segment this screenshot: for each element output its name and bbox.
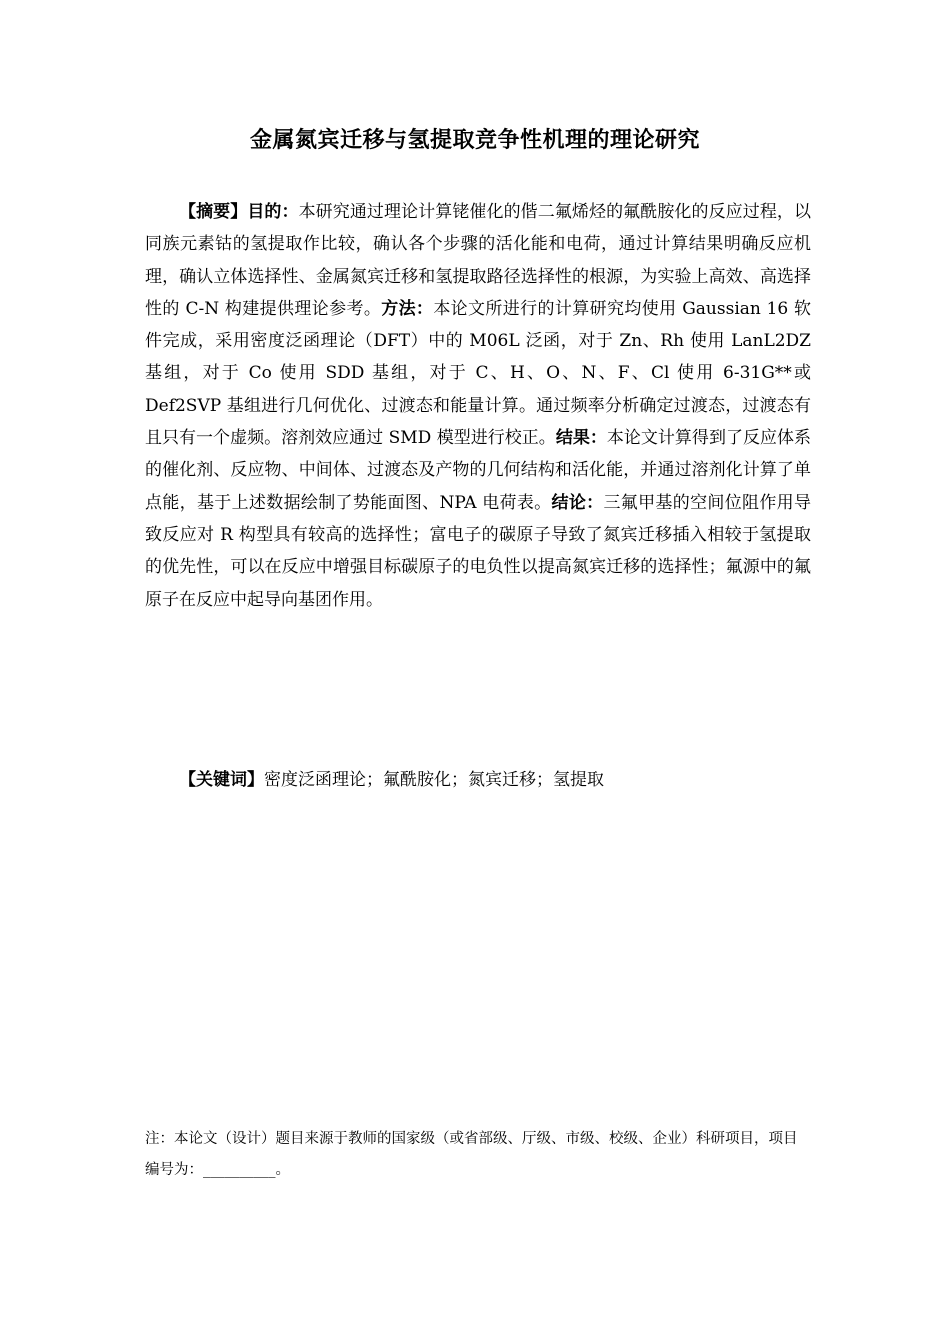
keywords-line [145, 764, 811, 796]
results-text: 本论文计算得到了反应体系的催化剂、反应物、中间体、过渡态及产物的几何结构和活化能，并通过溶剂化计算了单点能，基于上述数据绘制了势能面图、NPA 电荷表。 [145, 428, 812, 513]
keywords-label: 【关键词】 [179, 770, 264, 790]
conclusion-text: 三氟甲基的空间位阻作用导致反应对 R 构型具有较高的选择性；富电子的碳原子导致了氮宾迁移插入相较于氢提取的优先性，可以在反应中增强目标碳原子的电负性以提高氮宾迁移的选择性；氟源中的氟原子在反应中起导向基团作用。 [145, 492, 812, 610]
results-label: 结果： [555, 428, 607, 449]
keywords-text: 密度泛函理论；氟酰胺化；氮宾迁移；氢提取 [264, 770, 604, 790]
objective-text: 本研究通过理论计算铑催化的偕二氟烯烃的氟酰胺化的反应过程，以同族元素钴的氢提取作比较，确认各个步骤的活化能和电荷，通过计算结果明确反应机理，确认立体选择性、金属氮宾迁移和氢提取路径选择性的根源，为实验上高效、高选择性的 C-N 构建提供理论参考。 [145, 202, 812, 319]
footnote: 注：本论文（设计）题目来源于教师的国家级（或省部级、厅级、市级、校级、企业）科研项目，项目编号为：__________。 [145, 1131, 798, 1178]
paper-title: 金属氮宾迁移与氢提取竞争性机理的理论研究 [249, 128, 700, 153]
abstract-label: 【摘要】 [179, 202, 248, 222]
methods-label: 方法： [381, 298, 434, 319]
objective-label: 目的： [247, 202, 299, 222]
conclusion-label: 结论： [551, 492, 604, 513]
methods-text: 本论文所进行的计算研究均使用 Gaussian 16 软件完成，采用密度泛函理论（DFT）中的 M06L 泛函，对于 Zn、Rh 使用 LanL2DZ 基组，对于 Co 使用 SDD 基组，对于 C、H、O、N、F、Cl 使用 6-31G**或 Def2SVP 基组进行几何优化、过渡态和能量计算。通过频率分析确定过渡态，过渡态有且只有一个虚频。溶剂效应通过 SMD 模型进行校正。 [145, 298, 812, 449]
abstract-paragraph [145, 196, 811, 616]
